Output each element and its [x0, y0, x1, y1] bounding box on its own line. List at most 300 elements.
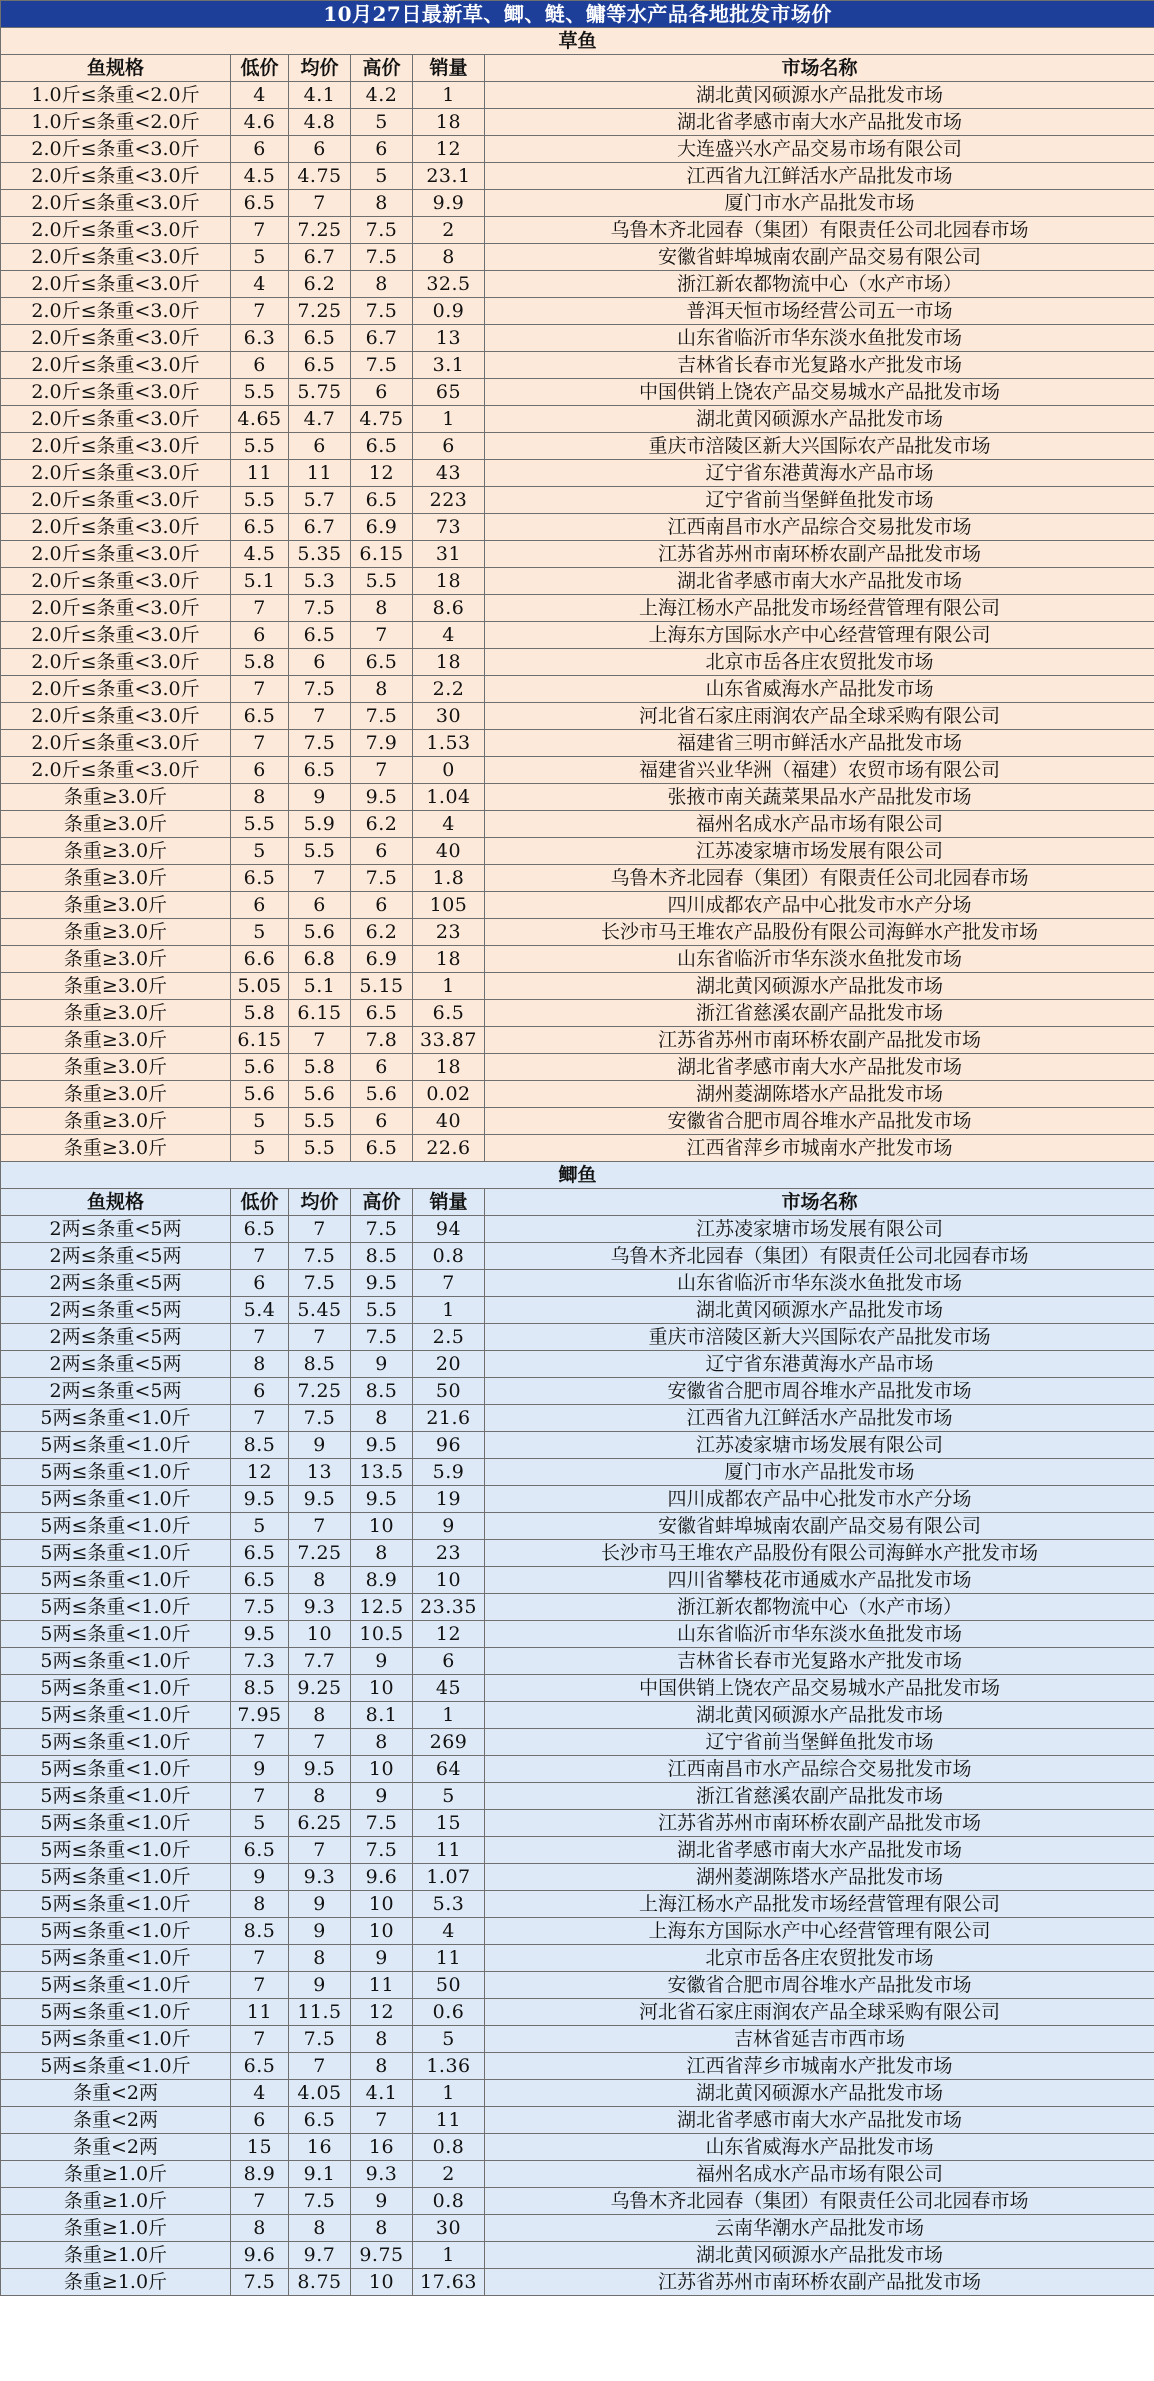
cell-low-price: 4 [231, 2080, 289, 2107]
table-row [1, 973, 1154, 1000]
cell-avg-price: 8 [289, 1783, 351, 1810]
cell-market-name: 吉林省长春市光复路水产批发市场 [485, 352, 1154, 379]
cell-volume: 23.35 [413, 1594, 485, 1621]
cell-market-name: 江苏省苏州市南环桥农副产品批发市场 [485, 1027, 1154, 1054]
cell-volume: 8 [413, 244, 485, 271]
cell-low-price: 8.5 [231, 1432, 289, 1459]
cell-market-name: 河北省石家庄雨润农产品全球采购有限公司 [485, 1999, 1154, 2026]
table-row [1, 1297, 1154, 1324]
table-row [1, 136, 1154, 163]
cell-low-price: 9 [231, 1756, 289, 1783]
cell-volume: 2 [413, 2161, 485, 2188]
cell-spec: 2.0斤≤条重<3.0斤 [1, 271, 231, 298]
table-row [1, 2215, 1154, 2242]
cell-spec: 条重≥1.0斤 [1, 2269, 231, 2296]
cell-volume: 1 [413, 973, 485, 1000]
table-row [1, 2161, 1154, 2188]
cell-spec: 条重≥3.0斤 [1, 784, 231, 811]
cell-low-price: 9.5 [231, 1621, 289, 1648]
table-row [1, 1405, 1154, 1432]
cell-high-price: 8 [351, 676, 413, 703]
cell-low-price: 7 [231, 1243, 289, 1270]
cell-high-price: 7.8 [351, 1027, 413, 1054]
cell-low-price: 5 [231, 1135, 289, 1162]
cell-low-price: 5 [231, 1108, 289, 1135]
cell-low-price: 7.5 [231, 1594, 289, 1621]
cell-market-name: 福州名成水产品市场有限公司 [485, 2161, 1154, 2188]
cell-high-price: 7.5 [351, 703, 413, 730]
cell-spec: 2.0斤≤条重<3.0斤 [1, 190, 231, 217]
cell-market-name: 江苏省苏州市南环桥农副产品批发市场 [485, 541, 1154, 568]
cell-avg-price: 6.15 [289, 1000, 351, 1027]
cell-spec: 2.0斤≤条重<3.0斤 [1, 622, 231, 649]
cell-market-name: 江西省萍乡市城南水产批发市场 [485, 2053, 1154, 2080]
table-row [1, 1729, 1154, 1756]
cell-high-price: 6.5 [351, 1135, 413, 1162]
table-row [1, 2188, 1154, 2215]
cell-avg-price: 5.6 [289, 1081, 351, 1108]
cell-low-price: 6 [231, 757, 289, 784]
cell-market-name: 辽宁省东港黄海水产品市场 [485, 460, 1154, 487]
cell-low-price: 8 [231, 1891, 289, 1918]
cell-spec: 5两≤条重<1.0斤 [1, 1432, 231, 1459]
cell-low-price: 6.5 [231, 1540, 289, 1567]
cell-spec: 5两≤条重<1.0斤 [1, 1567, 231, 1594]
cell-spec: 条重≥1.0斤 [1, 2215, 231, 2242]
column-header-spec: 鱼规格 [1, 1189, 231, 1216]
table-row [1, 352, 1154, 379]
cell-high-price: 7 [351, 757, 413, 784]
cell-volume: 21.6 [413, 1405, 485, 1432]
cell-avg-price: 7 [289, 1027, 351, 1054]
cell-volume: 105 [413, 892, 485, 919]
cell-high-price: 7 [351, 2107, 413, 2134]
cell-volume: 23 [413, 1540, 485, 1567]
cell-avg-price: 7 [289, 1216, 351, 1243]
cell-low-price: 7.5 [231, 2269, 289, 2296]
cell-low-price: 4.5 [231, 541, 289, 568]
section-title: 鲫鱼 [1, 1162, 1154, 1189]
cell-market-name: 上海江杨水产品批发市场经营管理有限公司 [485, 1891, 1154, 1918]
cell-market-name: 辽宁省前当堡鲜鱼批发市场 [485, 487, 1154, 514]
cell-avg-price: 7 [289, 865, 351, 892]
cell-high-price: 10 [351, 1918, 413, 1945]
cell-high-price: 6 [351, 1054, 413, 1081]
cell-market-name: 乌鲁木齐北园春（集团）有限责任公司北园春市场 [485, 1243, 1154, 1270]
cell-avg-price: 5.7 [289, 487, 351, 514]
cell-market-name: 辽宁省东港黄海水产品市场 [485, 1351, 1154, 1378]
cell-volume: 9 [413, 1513, 485, 1540]
table-row [1, 892, 1154, 919]
cell-volume: 269 [413, 1729, 485, 1756]
cell-high-price: 9.3 [351, 2161, 413, 2188]
cell-avg-price: 6.7 [289, 514, 351, 541]
table-row [1, 298, 1154, 325]
cell-market-name: 福建省三明市鲜活水产品批发市场 [485, 730, 1154, 757]
cell-high-price: 9 [351, 1783, 413, 1810]
cell-low-price: 7 [231, 1324, 289, 1351]
cell-spec: 5两≤条重<1.0斤 [1, 1459, 231, 1486]
cell-low-price: 7 [231, 2188, 289, 2215]
cell-low-price: 7 [231, 1783, 289, 1810]
table-row [1, 2053, 1154, 2080]
cell-low-price: 6.6 [231, 946, 289, 973]
cell-spec: 2.0斤≤条重<3.0斤 [1, 514, 231, 541]
cell-market-name: 湖北省孝感市南大水产品批发市场 [485, 1054, 1154, 1081]
cell-avg-price: 8.75 [289, 2269, 351, 2296]
cell-volume: 40 [413, 1108, 485, 1135]
cell-high-price: 6 [351, 892, 413, 919]
cell-high-price: 7.5 [351, 217, 413, 244]
cell-volume: 30 [413, 2215, 485, 2242]
cell-market-name: 山东省威海水产品批发市场 [485, 2134, 1154, 2161]
cell-avg-price: 6 [289, 136, 351, 163]
cell-market-name: 厦门市水产品批发市场 [485, 190, 1154, 217]
cell-volume: 0.6 [413, 1999, 485, 2026]
cell-market-name: 山东省临沂市华东淡水鱼批发市场 [485, 1270, 1154, 1297]
cell-market-name: 湖北黄冈硕源水产品批发市场 [485, 406, 1154, 433]
cell-market-name: 安徽省蚌埠城南农副产品交易有限公司 [485, 244, 1154, 271]
table-row [1, 703, 1154, 730]
cell-market-name: 江西省九江鲜活水产品批发市场 [485, 163, 1154, 190]
cell-spec: 条重≥3.0斤 [1, 1000, 231, 1027]
cell-low-price: 5.8 [231, 649, 289, 676]
column-header-high-price: 高价 [351, 1189, 413, 1216]
cell-spec: 2两≤条重<5两 [1, 1216, 231, 1243]
cell-volume: 11 [413, 2107, 485, 2134]
table-row [1, 1675, 1154, 1702]
cell-volume: 3.1 [413, 352, 485, 379]
cell-avg-price: 9 [289, 1432, 351, 1459]
cell-market-name: 湖州菱湖陈塔水产品批发市场 [485, 1864, 1154, 1891]
table-row [1, 1513, 1154, 1540]
cell-volume: 18 [413, 568, 485, 595]
cell-market-name: 福州名成水产品市场有限公司 [485, 811, 1154, 838]
cell-avg-price: 4.7 [289, 406, 351, 433]
cell-spec: 2两≤条重<5两 [1, 1297, 231, 1324]
cell-volume: 6.5 [413, 1000, 485, 1027]
cell-high-price: 10 [351, 1756, 413, 1783]
cell-high-price: 9.5 [351, 1270, 413, 1297]
cell-avg-price: 6.7 [289, 244, 351, 271]
cell-high-price: 9 [351, 1648, 413, 1675]
cell-spec: 2.0斤≤条重<3.0斤 [1, 730, 231, 757]
cell-spec: 条重≥3.0斤 [1, 865, 231, 892]
cell-low-price: 7.3 [231, 1648, 289, 1675]
cell-volume: 43 [413, 460, 485, 487]
table-row [1, 1027, 1154, 1054]
column-header-low-price: 低价 [231, 1189, 289, 1216]
table-row [1, 1270, 1154, 1297]
table-row [1, 460, 1154, 487]
cell-avg-price: 4.8 [289, 109, 351, 136]
table-row [1, 1081, 1154, 1108]
cell-high-price: 10.5 [351, 1621, 413, 1648]
cell-market-name: 浙江新农都物流中心（水产市场） [485, 271, 1154, 298]
cell-high-price: 7.5 [351, 1324, 413, 1351]
cell-high-price: 16 [351, 2134, 413, 2161]
cell-spec: 2.0斤≤条重<3.0斤 [1, 460, 231, 487]
cell-spec: 1.0斤≤条重<2.0斤 [1, 109, 231, 136]
cell-avg-price: 7 [289, 1513, 351, 1540]
cell-avg-price: 8 [289, 1567, 351, 1594]
cell-low-price: 9.5 [231, 1486, 289, 1513]
cell-avg-price: 6 [289, 649, 351, 676]
cell-spec: 2.0斤≤条重<3.0斤 [1, 703, 231, 730]
cell-market-name: 浙江新农都物流中心（水产市场） [485, 1594, 1154, 1621]
cell-spec: 2.0斤≤条重<3.0斤 [1, 595, 231, 622]
cell-spec: 条重≥3.0斤 [1, 919, 231, 946]
column-header-avg-price: 均价 [289, 1189, 351, 1216]
cell-spec: 条重≥3.0斤 [1, 946, 231, 973]
cell-avg-price: 9.25 [289, 1675, 351, 1702]
cell-low-price: 5.4 [231, 1297, 289, 1324]
cell-volume: 33.87 [413, 1027, 485, 1054]
cell-avg-price: 7 [289, 1729, 351, 1756]
table-row [1, 784, 1154, 811]
table-row [1, 406, 1154, 433]
cell-avg-price: 8 [289, 2215, 351, 2242]
table-row [1, 649, 1154, 676]
cell-avg-price: 5.5 [289, 1135, 351, 1162]
cell-spec: 5两≤条重<1.0斤 [1, 1972, 231, 1999]
column-header-market-name: 市场名称 [485, 1189, 1154, 1216]
cell-high-price: 6 [351, 838, 413, 865]
cell-low-price: 6.5 [231, 1567, 289, 1594]
cell-avg-price: 7 [289, 1837, 351, 1864]
cell-high-price: 7.9 [351, 730, 413, 757]
cell-volume: 5.3 [413, 1891, 485, 1918]
cell-avg-price: 6 [289, 433, 351, 460]
cell-avg-price: 5.9 [289, 811, 351, 838]
cell-spec: 2.0斤≤条重<3.0斤 [1, 649, 231, 676]
cell-low-price: 4.5 [231, 163, 289, 190]
cell-avg-price: 5.5 [289, 1108, 351, 1135]
cell-low-price: 4.65 [231, 406, 289, 433]
cell-spec: 条重≥3.0斤 [1, 1135, 231, 1162]
cell-market-name: 重庆市涪陵区新大兴国际农产品批发市场 [485, 433, 1154, 460]
cell-avg-price: 7.5 [289, 1243, 351, 1270]
table-row [1, 1351, 1154, 1378]
cell-volume: 5.9 [413, 1459, 485, 1486]
cell-high-price: 5.5 [351, 568, 413, 595]
cell-high-price: 10 [351, 1675, 413, 1702]
cell-spec: 5两≤条重<1.0斤 [1, 1810, 231, 1837]
column-header-spec: 鱼规格 [1, 55, 231, 82]
cell-volume: 13 [413, 325, 485, 352]
cell-market-name: 山东省临沂市华东淡水鱼批发市场 [485, 1621, 1154, 1648]
cell-volume: 1.07 [413, 1864, 485, 1891]
cell-avg-price: 7.5 [289, 595, 351, 622]
cell-low-price: 6 [231, 1378, 289, 1405]
cell-volume: 0.8 [413, 1243, 485, 1270]
cell-low-price: 6 [231, 892, 289, 919]
cell-market-name: 山东省威海水产品批发市场 [485, 676, 1154, 703]
cell-market-name: 江苏凌家塘市场发展有限公司 [485, 838, 1154, 865]
cell-market-name: 湖州菱湖陈塔水产品批发市场 [485, 1081, 1154, 1108]
cell-market-name: 湖北黄冈硕源水产品批发市场 [485, 973, 1154, 1000]
cell-low-price: 6 [231, 622, 289, 649]
cell-avg-price: 9.3 [289, 1864, 351, 1891]
cell-avg-price: 7.25 [289, 1378, 351, 1405]
cell-high-price: 5.15 [351, 973, 413, 1000]
cell-market-name: 山东省临沂市华东淡水鱼批发市场 [485, 325, 1154, 352]
cell-volume: 45 [413, 1675, 485, 1702]
table-row [1, 82, 1154, 109]
cell-market-name: 湖北黄冈硕源水产品批发市场 [485, 1297, 1154, 1324]
cell-spec: 5两≤条重<1.0斤 [1, 1405, 231, 1432]
cell-spec: 5两≤条重<1.0斤 [1, 1918, 231, 1945]
cell-volume: 0.8 [413, 2188, 485, 2215]
table-row [1, 109, 1154, 136]
cell-volume: 4 [413, 622, 485, 649]
cell-high-price: 9 [351, 2188, 413, 2215]
column-header-volume: 销量 [413, 55, 485, 82]
table-row [1, 1486, 1154, 1513]
cell-avg-price: 8 [289, 1702, 351, 1729]
cell-avg-price: 7.25 [289, 298, 351, 325]
table-row [1, 1783, 1154, 1810]
cell-volume: 2.5 [413, 1324, 485, 1351]
table-row [1, 1216, 1154, 1243]
cell-avg-price: 7 [289, 190, 351, 217]
cell-avg-price: 5.1 [289, 973, 351, 1000]
table-row [1, 1621, 1154, 1648]
cell-high-price: 6.5 [351, 487, 413, 514]
column-header-high-price: 高价 [351, 55, 413, 82]
cell-spec: 条重≥3.0斤 [1, 892, 231, 919]
cell-avg-price: 6.8 [289, 946, 351, 973]
cell-high-price: 6 [351, 379, 413, 406]
cell-volume: 223 [413, 487, 485, 514]
cell-high-price: 8 [351, 190, 413, 217]
cell-market-name: 江西省萍乡市城南水产批发市场 [485, 1135, 1154, 1162]
cell-volume: 6 [413, 433, 485, 460]
cell-volume: 0.02 [413, 1081, 485, 1108]
cell-high-price: 13.5 [351, 1459, 413, 1486]
table-row [1, 1864, 1154, 1891]
cell-market-name: 乌鲁木齐北园春（集团）有限责任公司北园春市场 [485, 865, 1154, 892]
cell-high-price: 5.6 [351, 1081, 413, 1108]
cell-market-name: 上海东方国际水产中心经营管理有限公司 [485, 1918, 1154, 1945]
cell-volume: 18 [413, 946, 485, 973]
table-row [1, 244, 1154, 271]
cell-high-price: 10 [351, 1513, 413, 1540]
cell-volume: 18 [413, 1054, 485, 1081]
cell-market-name: 上海江杨水产品批发市场经营管理有限公司 [485, 595, 1154, 622]
cell-volume: 96 [413, 1432, 485, 1459]
cell-market-name: 江西省九江鲜活水产品批发市场 [485, 1405, 1154, 1432]
table-row [1, 1054, 1154, 1081]
cell-volume: 8.6 [413, 595, 485, 622]
cell-spec: 5两≤条重<1.0斤 [1, 1486, 231, 1513]
table-row [1, 2242, 1154, 2269]
cell-market-name: 江苏省苏州市南环桥农副产品批发市场 [485, 2269, 1154, 2296]
column-header-avg-price: 均价 [289, 55, 351, 82]
cell-volume: 10 [413, 1567, 485, 1594]
cell-volume: 1 [413, 82, 485, 109]
cell-market-name: 河北省石家庄雨润农产品全球采购有限公司 [485, 703, 1154, 730]
cell-low-price: 4 [231, 82, 289, 109]
table-row [1, 325, 1154, 352]
cell-avg-price: 9.3 [289, 1594, 351, 1621]
table-row [1, 2107, 1154, 2134]
cell-avg-price: 7.5 [289, 1405, 351, 1432]
cell-spec: 2.0斤≤条重<3.0斤 [1, 379, 231, 406]
cell-spec: 条重≥3.0斤 [1, 1054, 231, 1081]
section-row [1, 28, 1154, 55]
cell-avg-price: 10 [289, 1621, 351, 1648]
cell-market-name: 湖北黄冈硕源水产品批发市场 [485, 1702, 1154, 1729]
cell-spec: 2.0斤≤条重<3.0斤 [1, 568, 231, 595]
cell-low-price: 6 [231, 352, 289, 379]
table-row [1, 946, 1154, 973]
cell-low-price: 12 [231, 1459, 289, 1486]
cell-spec: 1.0斤≤条重<2.0斤 [1, 82, 231, 109]
table-row [1, 595, 1154, 622]
cell-avg-price: 7.5 [289, 730, 351, 757]
cell-market-name: 安徽省蚌埠城南农副产品交易有限公司 [485, 1513, 1154, 1540]
cell-low-price: 5.8 [231, 1000, 289, 1027]
cell-low-price: 7 [231, 1729, 289, 1756]
cell-volume: 23.1 [413, 163, 485, 190]
cell-volume: 12 [413, 136, 485, 163]
cell-market-name: 中国供销上饶农产品交易城水产品批发市场 [485, 379, 1154, 406]
cell-low-price: 5 [231, 919, 289, 946]
cell-spec: 条重≥3.0斤 [1, 838, 231, 865]
table-row [1, 1000, 1154, 1027]
table-row [1, 1324, 1154, 1351]
cell-spec: 5两≤条重<1.0斤 [1, 1864, 231, 1891]
cell-low-price: 7 [231, 730, 289, 757]
cell-avg-price: 8 [289, 1945, 351, 1972]
cell-avg-price: 7.7 [289, 1648, 351, 1675]
cell-volume: 20 [413, 1351, 485, 1378]
cell-volume: 65 [413, 379, 485, 406]
cell-volume: 94 [413, 1216, 485, 1243]
cell-avg-price: 13 [289, 1459, 351, 1486]
cell-market-name: 山东省临沂市华东淡水鱼批发市场 [485, 946, 1154, 973]
cell-spec: 条重<2两 [1, 2080, 231, 2107]
cell-low-price: 5.6 [231, 1081, 289, 1108]
cell-spec: 5两≤条重<1.0斤 [1, 1702, 231, 1729]
cell-volume: 1 [413, 2242, 485, 2269]
header-row [1, 55, 1154, 82]
header-row [1, 1189, 1154, 1216]
cell-spec: 2.0斤≤条重<3.0斤 [1, 541, 231, 568]
cell-avg-price: 5.3 [289, 568, 351, 595]
cell-market-name: 湖北省孝感市南大水产品批发市场 [485, 109, 1154, 136]
cell-avg-price: 6.5 [289, 757, 351, 784]
cell-low-price: 5.05 [231, 973, 289, 1000]
cell-market-name: 四川省攀枝花市通威水产品批发市场 [485, 1567, 1154, 1594]
cell-spec: 2.0斤≤条重<3.0斤 [1, 325, 231, 352]
cell-high-price: 6 [351, 1108, 413, 1135]
cell-low-price: 6.15 [231, 1027, 289, 1054]
cell-spec: 2.0斤≤条重<3.0斤 [1, 757, 231, 784]
cell-avg-price: 6.5 [289, 325, 351, 352]
table-row [1, 1243, 1154, 1270]
table-row [1, 865, 1154, 892]
cell-avg-price: 9 [289, 1918, 351, 1945]
table-row [1, 2134, 1154, 2161]
cell-avg-price: 9.5 [289, 1756, 351, 1783]
cell-low-price: 5.5 [231, 379, 289, 406]
cell-spec: 2.0斤≤条重<3.0斤 [1, 298, 231, 325]
cell-volume: 1.8 [413, 865, 485, 892]
cell-volume: 11 [413, 1837, 485, 1864]
cell-spec: 5两≤条重<1.0斤 [1, 1756, 231, 1783]
